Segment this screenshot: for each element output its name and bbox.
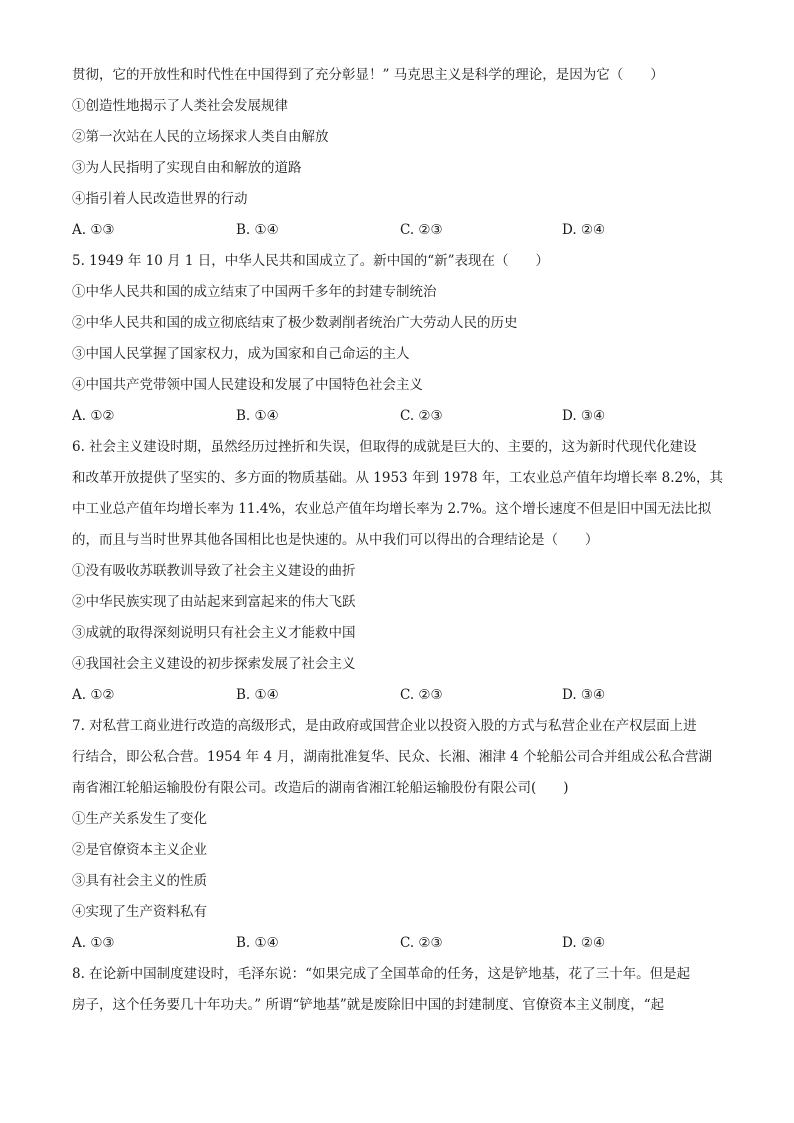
q5-item-1: ①中华人民共和国的成立结束了中国两千多年的封建专制统治	[72, 284, 437, 300]
q6-stem-line-2: 和改革开放提供了坚实的、多方面的物质基础。从 1953 年到 1978 年，工农业总产值年均增长率 8.2%，其	[72, 470, 723, 486]
q4-item-4: ④指引着人民改造世界的行动	[72, 191, 248, 207]
q8-stem-line-2: 房子，这个任务要几十年功夫。” 所谓“铲地基”就是废除旧中国的封建制度、官僚资本主义制度，“起	[72, 997, 665, 1013]
q7-option-b[interactable]: B. ①④	[236, 935, 279, 951]
q5-item-4: ④中国共产党带领中国人民建设和发展了中国特色社会主义	[72, 377, 423, 393]
q7-option-a[interactable]: A. ①③	[72, 935, 115, 951]
exam-page	[72, 60, 724, 1021]
q6-options	[72, 680, 724, 711]
q7-item-2: ②是官僚资本主义企业	[72, 842, 207, 858]
q6-stem-line-4: 的，而且与当时世界其他各国相比也是快速的。从中我们可以得出的合理结论是（ ）	[72, 532, 599, 548]
q7-option-d[interactable]: D. ②④	[562, 935, 606, 951]
q6-item-1: ①没有吸收苏联教训导致了社会主义建设的曲折	[72, 563, 356, 579]
q5-item-3: ③中国人民掌握了国家权力，成为国家和自己命运的主人	[72, 346, 410, 362]
q8-stem-line-1: 8. 在论新中国制度建设时，毛泽东说：“如果完成了全国革命的任务，这是铲地基，花了三十年。但是起	[72, 966, 691, 982]
q7-item-1: ①生产关系发生了变化	[72, 811, 207, 827]
q6-item-3: ③成就的取得深刻说明只有社会主义才能救中国	[72, 625, 356, 641]
q6-item-4: ④我国社会主义建设的初步探索发展了社会主义	[72, 656, 356, 672]
q7-option-c[interactable]: C. ②③	[400, 935, 443, 951]
q4-item-3: ③为人民指明了实现自由和解放的道路	[72, 160, 302, 176]
q5-option-d[interactable]: D. ③④	[562, 408, 606, 424]
q5-stem: 5. 1949 年 10 月 1 日，中华人民共和国成立了。新中国的“新”表现在（ ）	[72, 253, 550, 269]
q4-options	[72, 215, 724, 246]
q7-item-3: ③具有社会主义的性质	[72, 873, 207, 889]
q7-stem-line-2: 行结合，即公私合营。1954 年 4 月，湖南批准复华、民众、长湘、湘津 4 个轮船公司合并组成公私合营湖	[72, 749, 712, 765]
q4-item-1: ①创造性地揭示了人类社会发展规律	[72, 98, 288, 114]
q6-stem-line-1: 6. 社会主义建设时期，虽然经历过挫折和失误，但取得的成就是巨大的、主要的，这为新时代现代化建设	[72, 439, 697, 455]
q4-option-c[interactable]: C. ②③	[400, 222, 443, 238]
q4-option-d[interactable]: D. ②④	[562, 222, 606, 238]
q6-option-d[interactable]: D. ③④	[562, 687, 606, 703]
q6-item-2: ②中华民族实现了由站起来到富起来的伟大飞跃	[72, 594, 356, 610]
q5-option-c[interactable]: C. ②③	[400, 408, 443, 424]
q4-item-2: ②第一次站在人民的立场探求人类自由解放	[72, 129, 329, 145]
q6-stem-line-3: 中工业总产值年均增长率为 11.4%，农业总产值年均增长率为 2.7%。这个增长速度不但是旧中国无法比拟	[72, 501, 712, 517]
q5-option-b[interactable]: B. ①④	[236, 408, 279, 424]
q4-option-b[interactable]: B. ①④	[236, 222, 279, 238]
q5-item-2: ②中华人民共和国的成立彻底结束了极少数剥削者统治广大劳动人民的历史	[72, 315, 518, 331]
q6-option-c[interactable]: C. ②③	[400, 687, 443, 703]
q4-option-a[interactable]: A. ①③	[72, 222, 115, 238]
q6-option-a[interactable]: A. ①②	[72, 687, 115, 703]
q7-item-4: ④实现了生产资料私有	[72, 904, 207, 920]
q7-stem-line-3: 南省湘江轮船运输股份有限公司。改造后的湖南省湘江轮船运输股份有限公司( )	[72, 780, 569, 796]
q7-stem-line-1: 7. 对私营工商业进行改造的高级形式，是由政府或国营企业以投资入股的方式与私营企业在产权层面上进	[72, 718, 697, 734]
q4-stem-continuation: 贯彻，它的开放性和时代性在中国得到了充分彰显！” 马克思主义是科学的理论，是因为它（ ）	[72, 67, 664, 83]
q7-options	[72, 928, 724, 959]
q5-option-a[interactable]: A. ①②	[72, 408, 115, 424]
q6-option-b[interactable]: B. ①④	[236, 687, 279, 703]
q5-options	[72, 401, 724, 432]
